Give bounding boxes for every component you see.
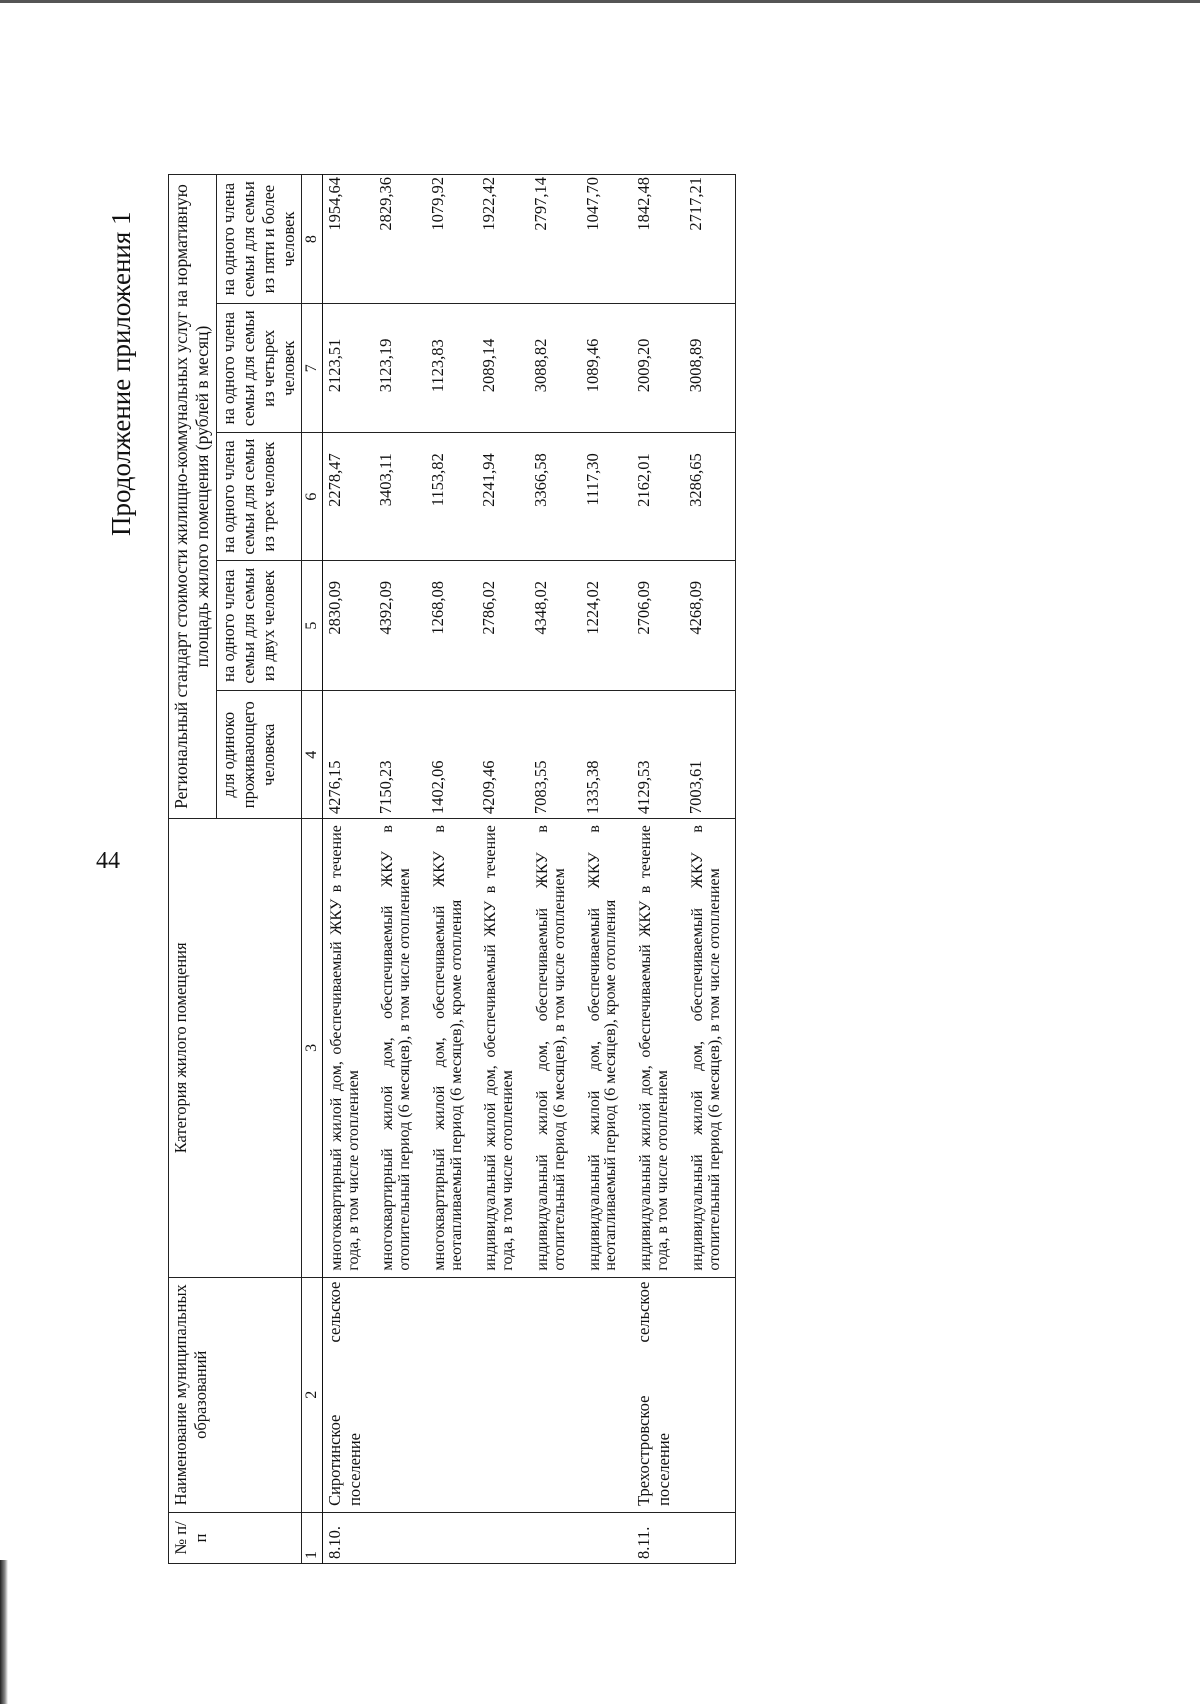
value-col6: 2278,47: [322, 433, 374, 561]
table-row: [322, 175, 374, 1564]
column-number: 7: [302, 304, 323, 433]
table-row: [477, 175, 529, 1564]
value-col4: 7150,23: [374, 691, 426, 819]
column-number: 5: [302, 560, 323, 690]
row-number: 8.11.: [632, 1512, 684, 1563]
page-number: 44: [96, 848, 120, 874]
value-col5: 2830,09: [322, 560, 374, 690]
header-col7: на одного члена семьи для семьи из четырех человек: [216, 304, 302, 433]
value-col8: 2797,14: [529, 175, 581, 304]
value-col4: 1402,06: [426, 691, 478, 819]
value-col7: 3088,82: [529, 304, 581, 433]
value-col5: 1268,08: [426, 560, 478, 690]
header-col5: на одного члена семьи для семьи из двух человек: [216, 560, 302, 690]
housing-category: индивидуальный жилой дом, обеспечиваемый ЖКУ в неотапливаемый период (6 месяцев), кроме отопления: [581, 819, 633, 1278]
column-number: 6: [302, 433, 323, 561]
table-row: [374, 175, 426, 1564]
value-col5: 1224,02: [581, 560, 633, 690]
value-col8: 1954,64: [322, 175, 374, 304]
value-col6: 1153,82: [426, 433, 478, 561]
value-col8: 1079,92: [426, 175, 478, 304]
column-numbers-row: [302, 175, 323, 1564]
header-group-title: Региональный стандарт стоимости жилищно-коммунальных услуг на нормативную площадь жилого помещения (рублей в месяц): [169, 175, 217, 819]
column-number: 1: [302, 1512, 323, 1563]
housing-category: многоквартирный жилой дом, обеспечиваемый ЖКУ в неотапливаемый период (6 месяцев), кроме отопления: [426, 819, 478, 1278]
value-col8: 2829,36: [374, 175, 426, 304]
value-col7: 1123,83: [426, 304, 478, 433]
housing-category: индивидуальный жилой дом, обеспечиваемый ЖКУ в отопительный период (6 месяцев), в том числе отоплением: [684, 819, 736, 1278]
municipality-name: Сиротинское сельское поселение: [322, 1277, 374, 1512]
header-category: Категория жилого помещения: [169, 819, 302, 1278]
municipality-name: [477, 1277, 529, 1512]
table-row: [632, 175, 684, 1564]
value-col6: 2162,01: [632, 433, 684, 561]
value-col5: 2786,02: [477, 560, 529, 690]
value-col4: 7083,55: [529, 691, 581, 819]
row-number: 8.10.: [322, 1512, 374, 1563]
column-number: 4: [302, 691, 323, 819]
housing-category: индивидуальный жилой дом, обеспечиваемый ЖКУ в отопительный период (6 месяцев), в том числе отоплением: [529, 819, 581, 1278]
value-col6: 3286,65: [684, 433, 736, 561]
value-col5: 2706,09: [632, 560, 684, 690]
table-row: [426, 175, 478, 1564]
table-row: [529, 175, 581, 1564]
value-col8: 2717,21: [684, 175, 736, 304]
municipality-name: [426, 1277, 478, 1512]
row-number: [477, 1512, 529, 1563]
continuation-title: Продолжение приложения 1: [106, 211, 136, 536]
header-col6: на одного члена семьи для семьи из трех человек: [216, 433, 302, 561]
column-number: 8: [302, 175, 323, 304]
value-col7: 3123,19: [374, 304, 426, 433]
header-name: Наименование муниципальных образований: [169, 1277, 302, 1512]
table-row: [581, 175, 633, 1564]
municipality-name: [581, 1277, 633, 1512]
value-col4: 4129,53: [632, 691, 684, 819]
value-col8: 1922,42: [477, 175, 529, 304]
value-col6: 3403,11: [374, 433, 426, 561]
municipality-name: [529, 1277, 581, 1512]
value-col7: 2009,20: [632, 304, 684, 433]
table-row: [684, 175, 736, 1564]
housing-category: многоквартирный жилой дом, обеспечиваемый ЖКУ в течение года, в том числе отоплением: [322, 819, 374, 1278]
header-no: № п/п: [169, 1512, 302, 1563]
municipality-name: [374, 1277, 426, 1512]
value-col7: 2123,51: [322, 304, 374, 433]
value-col6: 3366,58: [529, 433, 581, 561]
housing-category: многоквартирный жилой дом, обеспечиваемый ЖКУ в отопительный период (6 месяцев), в том числе отоплением: [374, 819, 426, 1278]
value-col6: 1117,30: [581, 433, 633, 561]
value-col4: 4209,46: [477, 691, 529, 819]
row-number: [581, 1512, 633, 1563]
housing-category: индивидуальный жилой дом, обеспечиваемый ЖКУ в течение года, в том числе отоплением: [632, 819, 684, 1278]
value-col7: 1089,46: [581, 304, 633, 433]
row-number: [684, 1512, 736, 1563]
value-col5: 4392,09: [374, 560, 426, 690]
header-row-1: [169, 175, 217, 1564]
value-col4: 7003,61: [684, 691, 736, 819]
column-number: 3: [302, 819, 323, 1278]
standards-table: [168, 174, 736, 1564]
housing-category: индивидуальный жилой дом, обеспечиваемый ЖКУ в течение года, в том числе отоплением: [477, 819, 529, 1278]
row-number: [529, 1512, 581, 1563]
value-col8: 1842,48: [632, 175, 684, 304]
value-col8: 1047,70: [581, 175, 633, 304]
column-number: 2: [302, 1277, 323, 1512]
row-number: [426, 1512, 478, 1563]
value-col5: 4348,02: [529, 560, 581, 690]
municipality-name: [684, 1277, 736, 1512]
value-col4: 1335,38: [581, 691, 633, 819]
value-col7: 2089,14: [477, 304, 529, 433]
municipality-name: Трехостровское сельское поселение: [632, 1277, 684, 1512]
row-number: [374, 1512, 426, 1563]
header-col8: на одного члена семьи для семьи из пяти и более человек: [216, 175, 302, 304]
value-col4: 4276,15: [322, 691, 374, 819]
value-col5: 4268,09: [684, 560, 736, 690]
header-col4: для одиноко проживающего человека: [216, 691, 302, 819]
value-col7: 3008,89: [684, 304, 736, 433]
value-col6: 2241,94: [477, 433, 529, 561]
